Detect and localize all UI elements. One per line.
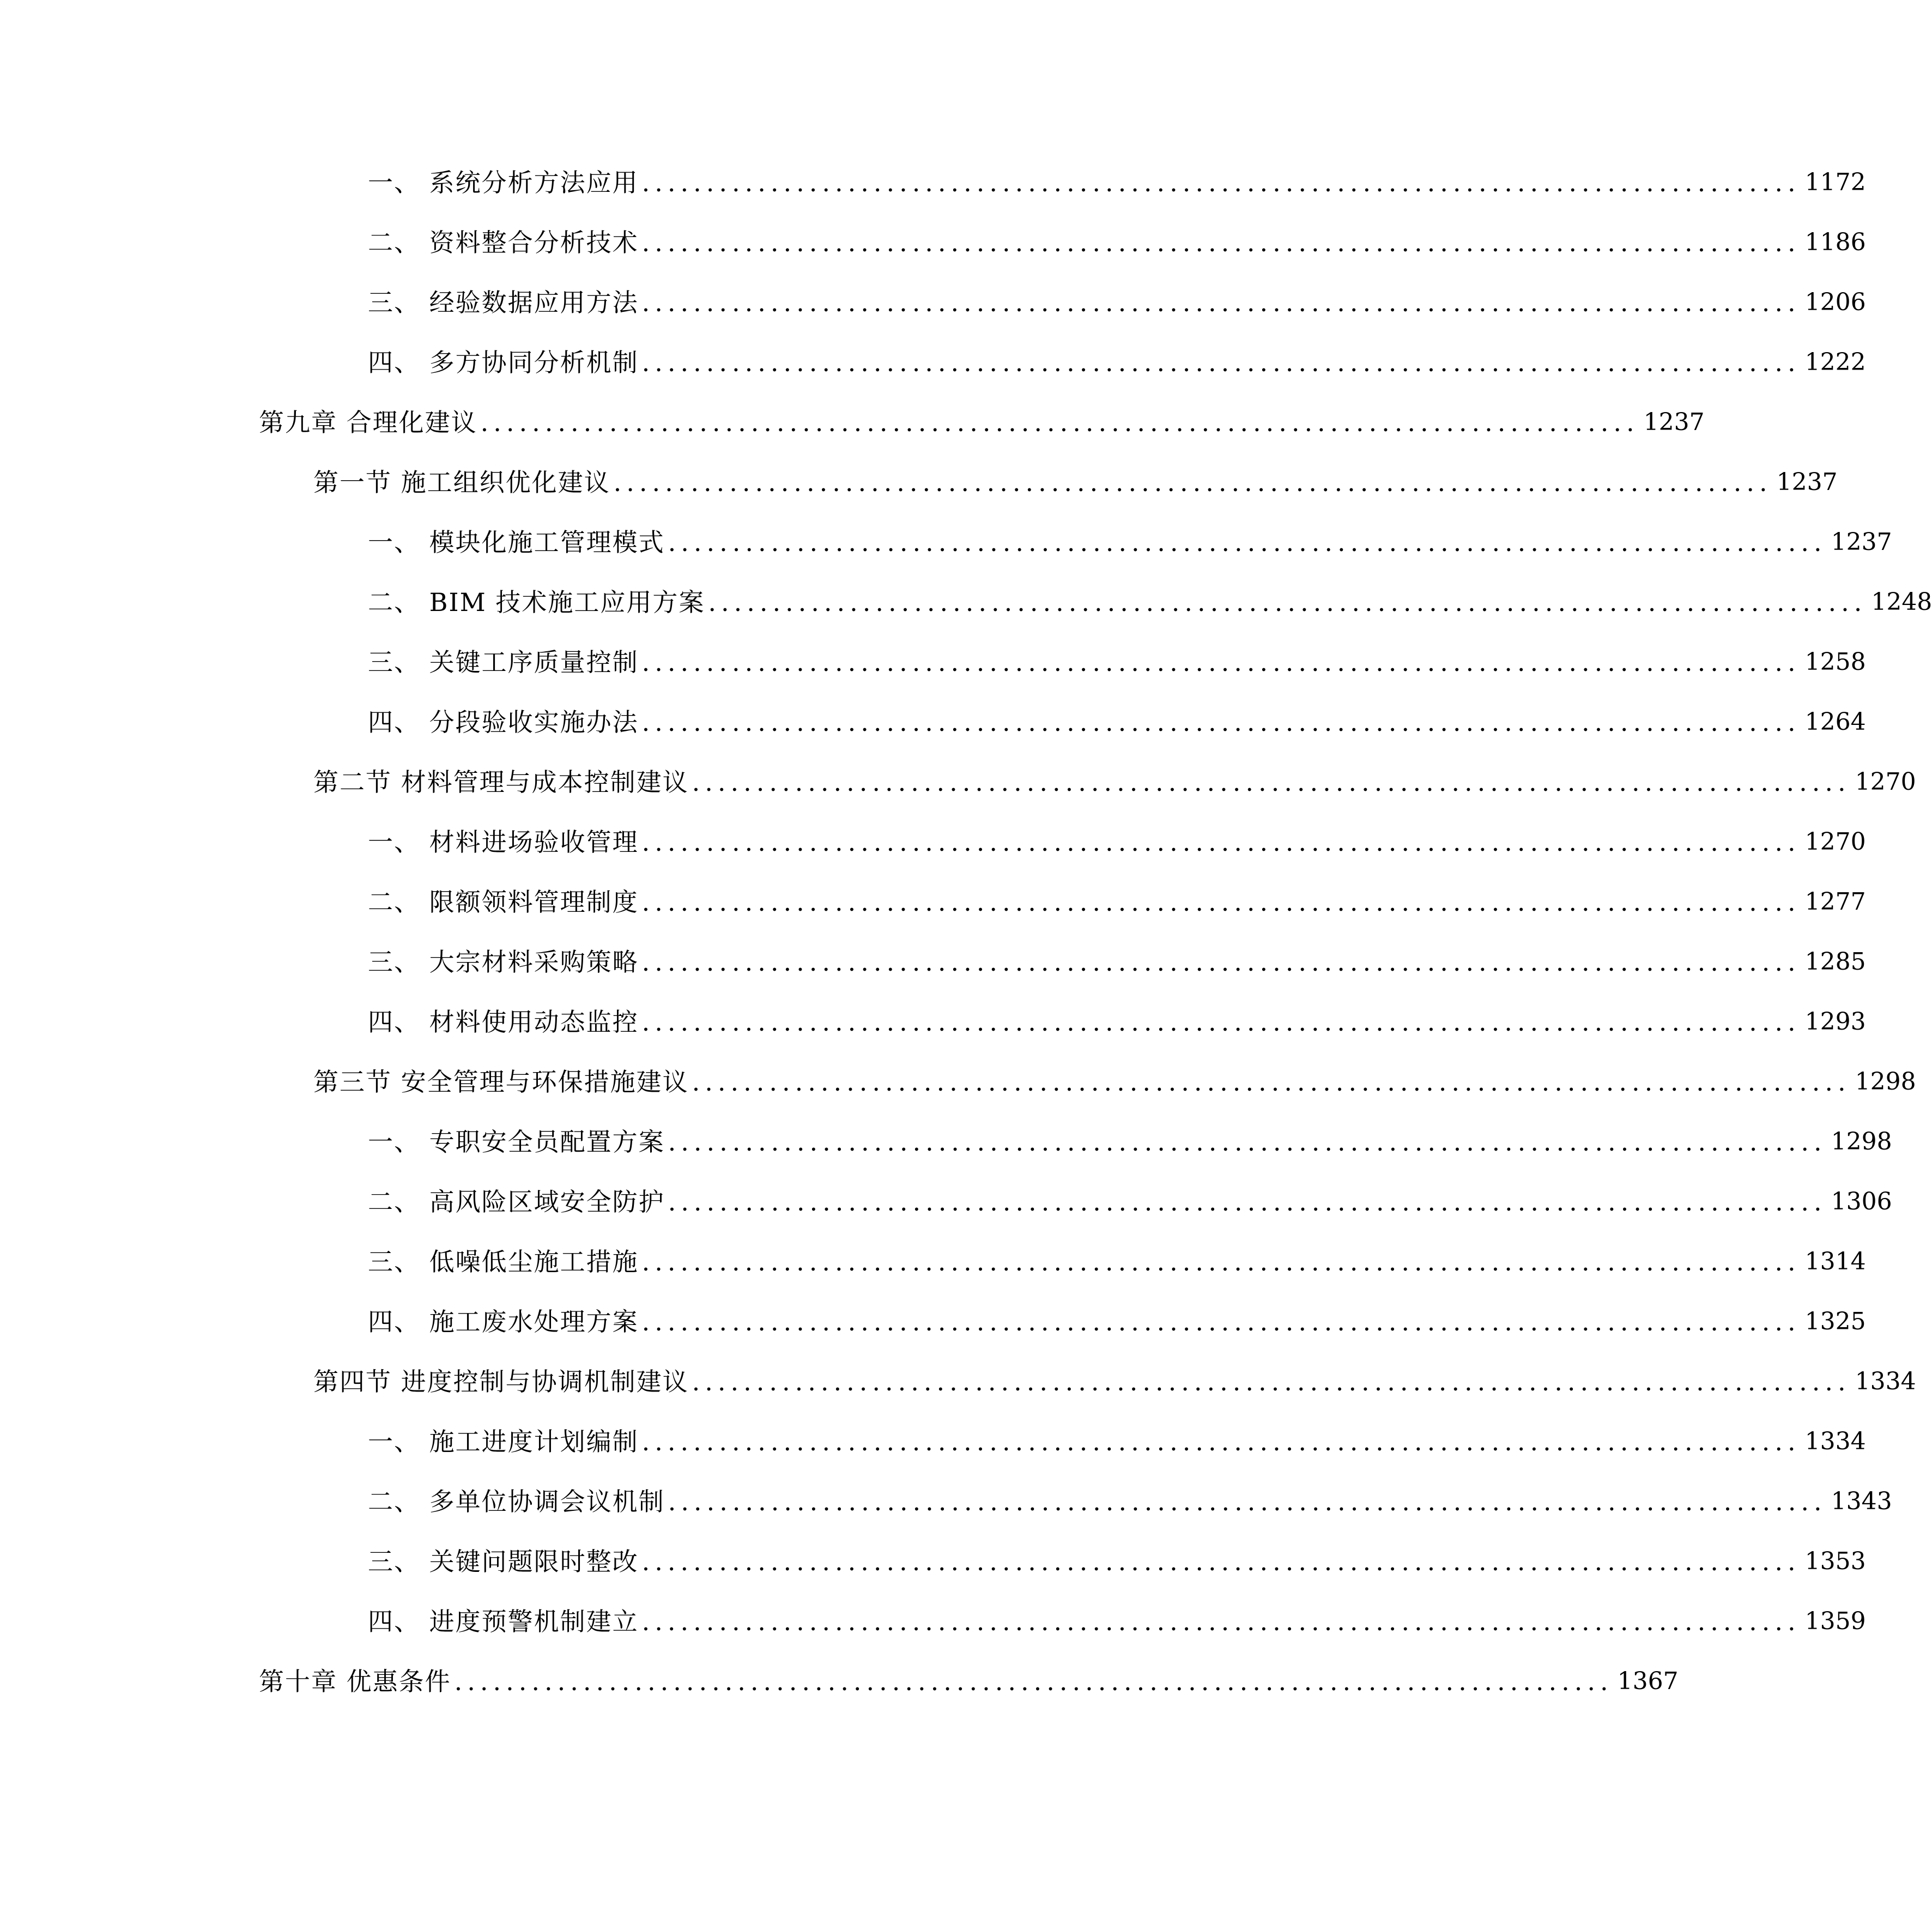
dot-leader: .......................................................................................... [641, 1427, 1801, 1456]
toc-entry-label: 二、 BIM 技术施工应用方案 [368, 588, 705, 617]
toc-section-entry[interactable] [313, 1060, 1916, 1104]
dot-leader: .......................................................................................... [668, 1487, 1827, 1516]
dot-leader: .......................................................................................... [641, 1307, 1801, 1336]
dot-leader: .......................................................................................... [641, 228, 1801, 257]
toc-entry-page: 1270 [1855, 768, 1916, 796]
toc-entry-page: 1293 [1804, 1008, 1866, 1036]
toc-entry-page: 1285 [1804, 948, 1866, 976]
toc-entry-page: 1222 [1804, 348, 1866, 376]
toc-entry-label: 三、 关键问题限时整改 [368, 1547, 639, 1576]
toc-entry-label: 二、 多单位协调会议机制 [368, 1487, 665, 1516]
toc-entry[interactable] [368, 521, 1892, 564]
toc-entry[interactable] [368, 1600, 1866, 1643]
toc-entry-label: 第十章 优惠条件 [259, 1667, 451, 1696]
toc-entry-page: 1270 [1804, 828, 1866, 856]
dot-leader: .......................................................................................... [641, 348, 1801, 377]
toc-entry-page: 1334 [1855, 1368, 1916, 1395]
toc-entry-label: 四、 多方协同分析机制 [368, 348, 639, 377]
dot-leader: .......................................................................................... [641, 707, 1801, 737]
dot-leader: .......................................................................................... [641, 1007, 1801, 1037]
dot-leader: .......................................................................................... [641, 648, 1801, 677]
toc-entry-label: 第四节 进度控制与协调机制建议 [313, 1367, 689, 1396]
toc-entry-page: 1277 [1804, 888, 1866, 916]
toc-entry-label: 二、 限额领料管理制度 [368, 887, 639, 917]
dot-leader: .......................................................................................... [641, 1547, 1801, 1576]
toc-entry-label: 四、 分段验收实施办法 [368, 707, 639, 737]
toc-entry-page: 1186 [1804, 228, 1866, 256]
dot-leader: .......................................................................................... [641, 168, 1801, 197]
toc-entry[interactable] [368, 940, 1866, 984]
dot-leader: .......................................................................................... [668, 1187, 1827, 1217]
toc-entry-label: 一、 施工进度计划编制 [368, 1427, 639, 1456]
toc-entry-label: 第三节 安全管理与环保措施建议 [313, 1067, 689, 1097]
toc-entry-label: 一、 系统分析方法应用 [368, 168, 639, 197]
toc-entry-page: 1359 [1804, 1607, 1866, 1635]
toc-entry-label: 第一节 施工组织优化建议 [313, 468, 610, 497]
toc-entry-label: 一、 模块化施工管理模式 [368, 528, 665, 557]
toc-entry[interactable] [368, 880, 1866, 924]
toc-entry-page: 1264 [1804, 708, 1866, 736]
toc-entry[interactable] [368, 1300, 1866, 1344]
toc-chapter-entry[interactable] [259, 1660, 1679, 1703]
toc-entry-page: 1314 [1804, 1248, 1866, 1275]
toc-entry[interactable] [368, 640, 1866, 684]
dot-leader: .......................................................................................... [454, 1667, 1613, 1696]
toc-entry[interactable] [368, 700, 1866, 744]
toc-entry-label: 一、 专职安全员配置方案 [368, 1127, 665, 1157]
dot-leader: .......................................................................................... [641, 827, 1801, 857]
toc-entry[interactable] [368, 161, 1866, 204]
toc-entry-page: 1306 [1831, 1188, 1892, 1215]
toc-entry[interactable] [368, 1180, 1892, 1224]
toc-section-entry[interactable] [313, 1360, 1916, 1403]
toc-section-entry[interactable] [313, 461, 1838, 504]
dot-leader: .......................................................................................... [480, 408, 1639, 437]
toc-entry[interactable] [368, 1000, 1866, 1044]
dot-leader: .......................................................................................... [641, 1247, 1801, 1276]
toc-entry-page: 1206 [1804, 288, 1866, 316]
toc-entry-label: 四、 材料使用动态监控 [368, 1007, 639, 1037]
toc-entry-page: 1258 [1804, 648, 1866, 676]
toc-chapter-entry[interactable] [259, 401, 1705, 444]
dot-leader: .......................................................................................... [613, 468, 1772, 497]
toc-entry[interactable] [368, 820, 1866, 864]
toc-entry-page: 1298 [1855, 1068, 1916, 1096]
dot-leader: .......................................................................................... [641, 947, 1801, 977]
dot-leader: .......................................................................................... [641, 288, 1801, 317]
toc-entry[interactable] [368, 1120, 1892, 1164]
toc-entry-page: 1367 [1617, 1667, 1679, 1695]
dot-leader: .......................................................................................... [641, 1607, 1801, 1636]
toc-entry-page: 1325 [1804, 1308, 1866, 1335]
dot-leader: .......................................................................................... [668, 1127, 1827, 1157]
toc-entry[interactable] [368, 1540, 1866, 1583]
toc-section-entry[interactable] [313, 760, 1916, 804]
toc-entry-label: 第九章 合理化建议 [259, 408, 477, 437]
toc-entry[interactable] [368, 1420, 1866, 1463]
toc-entry-page: 1353 [1804, 1547, 1866, 1575]
toc-entry-label: 三、 关键工序质量控制 [368, 648, 639, 677]
toc-entry-label: 四、 进度预警机制建立 [368, 1607, 639, 1636]
toc-entry-page: 1172 [1804, 168, 1866, 196]
toc-entry[interactable] [368, 221, 1866, 264]
toc-entry-label: 三、 经验数据应用方法 [368, 288, 639, 317]
toc-entry-label: 第二节 材料管理与成本控制建议 [313, 767, 689, 797]
dot-leader: .......................................................................................... [641, 887, 1801, 917]
toc-entry-page: 1248 [1871, 588, 1932, 616]
toc-entry[interactable] [368, 341, 1866, 384]
toc-entry-label: 三、 低噪低尘施工措施 [368, 1247, 639, 1276]
dot-leader: .......................................................................................... [708, 588, 1867, 617]
toc-entry-label: 三、 大宗材料采购策略 [368, 947, 639, 977]
toc-entry[interactable] [368, 1480, 1892, 1523]
toc-entry-label: 一、 材料进场验收管理 [368, 827, 639, 857]
toc-entry[interactable] [368, 580, 1932, 624]
toc-entry-label: 二、 资料整合分析技术 [368, 228, 639, 257]
toc-entry-page: 1334 [1804, 1427, 1866, 1455]
toc-entry-page: 1237 [1776, 468, 1838, 496]
dot-leader: .......................................................................................... [692, 1067, 1851, 1097]
toc-entry-label: 四、 施工废水处理方案 [368, 1307, 639, 1336]
toc-entry-page: 1237 [1643, 408, 1705, 436]
toc-entry[interactable] [368, 1240, 1866, 1284]
toc-entry-page: 1237 [1831, 528, 1892, 556]
toc-entry-page: 1298 [1831, 1128, 1892, 1155]
dot-leader: .......................................................................................... [668, 528, 1827, 557]
dot-leader: .......................................................................................... [692, 767, 1851, 797]
toc-entry[interactable] [368, 281, 1866, 324]
toc-entry-page: 1343 [1831, 1487, 1892, 1515]
dot-leader: .......................................................................................... [692, 1367, 1851, 1396]
toc-entry-label: 二、 高风险区域安全防护 [368, 1187, 665, 1217]
